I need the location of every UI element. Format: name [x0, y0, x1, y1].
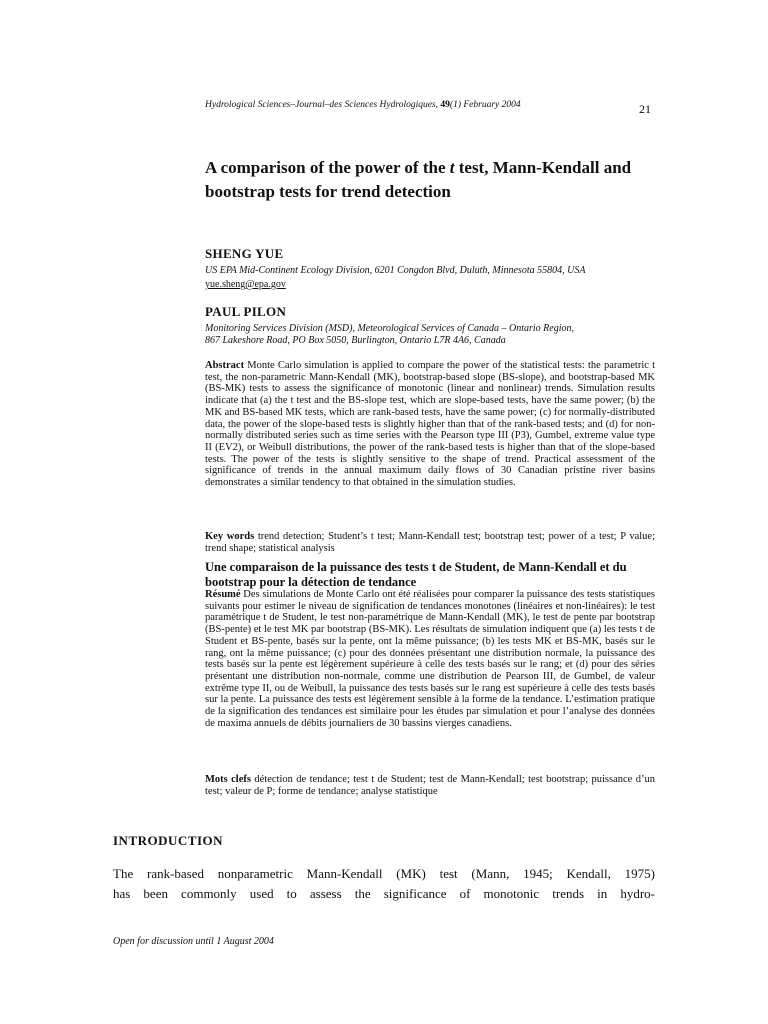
- author-email[interactable]: yue.sheng@epa.gov: [205, 279, 286, 290]
- resume-label: Résumé: [205, 589, 241, 600]
- abstract-text: Monte Carlo simulation is applied to compare the power of the statistical tests: the parametric t test, the non-parametric Mann-Kendall (MK), bootstrap-based slope (BS-slope), and bootstrap-based MK (BS-MK) tests to assess the significance of monotonic (linear and nonlinear) trends. Simulation results indicate that (a) the t test and the BS-slope test, which are slope-based tests, have the same power; (b) the MK and BS-based MK tests, which are rank-based tests, have the same power; (c) for normally-distributed data, the power of the slope-based tests is slightly higher than that of the rank-based tests; and (d) for non-normally distributed series such as time series with the Pearson type III (P3), Gumbel, extreme value type II (EV2), or Weibull distributions, the power of the rank-based tests is higher than that of the slope-based tests. The power of the tests is slightly sensitive to the shape of trend. Practical assessment of the significance of trends in the annual maximum daily flows of 30 Canadian pristine river basins demonstrates a similar tendency to that obtained in the simulation studies.: [205, 360, 656, 489]
- keywords-label: Key words: [205, 531, 255, 542]
- resume: [205, 589, 655, 729]
- introduction-text: [113, 864, 655, 904]
- author-block-1: [205, 246, 585, 291]
- paper-title: A comparison of the power of the t test, Mann-Kendall and bootstrap tests for trend detection: [205, 158, 632, 201]
- footer-note: Open for discussion until 1 August 2004: [113, 936, 274, 947]
- author-affiliation: US EPA Mid-Continent Ecology Division, 6201 Congdon Blvd, Duluth, Minnesota 55804, USA: [205, 265, 586, 276]
- author-affiliation-line1: Monitoring Services Division (MSD), Meteorological Services of Canada – Ontario Region,: [205, 323, 575, 334]
- abstract: [205, 360, 655, 489]
- mots-clefs-label: Mots clefs: [205, 774, 251, 785]
- mots-clefs-text: détection de tendance; test t de Student; test de Mann-Kendall; test bootstrap; puissance d’un test; valeur de P; forme de tendance; analyse statistique: [205, 774, 655, 797]
- page-number: 21: [639, 102, 651, 116]
- volume-number: 49: [440, 100, 450, 110]
- author-affiliation-line2: 867 Lakeshore Road, PO Box 5050, Burlington, Ontario L7R 4A6, Canada: [205, 335, 506, 346]
- introduction-line: The rank-based nonparametric Mann-Kendall (MK) test (Mann, 1945; Kendall, 1975): [113, 866, 655, 881]
- running-head: Hydrological Sciences–Journal–des Sciences Hydrologiques, 49(1) February 2004: [205, 100, 521, 110]
- french-title: Une comparaison de la puissance des tests t de Student, de Mann-Kendall et du bootstrap pour la détection de tendance: [205, 560, 627, 589]
- author-name: SHENG YUE: [205, 246, 284, 261]
- author-name: PAUL PILON: [205, 304, 287, 319]
- section-heading-introduction: INTRODUCTION: [113, 833, 224, 848]
- abstract-label: Abstract: [205, 360, 245, 371]
- resume-text: Des simulations de Monte Carlo ont été réalisées pour comparer la puissance des tests statistiques suivants pour estimer le niveau de signification de tendances monotones (linéaires et non-linéaires): le test paramétrique t de Student, le test non-paramétrique de Mann-Kendall (MK), le test de pente par bootstrap (BS-pente) et le test MK par bootstrap (BS-MK). Les résultats de simulation indiquent que (a) les tests t de Student et BS-pente, basés sur la pente, ont la même puissance; (b) les tests MK et BS-MK, basés sur le rang, ont la même puissance; (c) pour des données présentant une distribution normale, la puissance des tests basés sur la pente est légèrement supérieure à celle des tests basés sur le rang; et (d) pour des séries présentant une distribution non-normale, comme une distribution de Pearson III, de Gumbel, de valeur extrême type II, ou de Weibull, la puissance des tests basés sur le rang est supérieure à celle des tests basés sur la pente. La puissance des tests est légèrement sensible à la forme de la tendance. L’estimation pratique de la signification des tendances est similaire pour les études par simulation et pour l’analyse des données de maxima annuels de débits journaliers de 30 bassins vierges canadiens.: [205, 589, 656, 729]
- mots-clefs: [205, 774, 655, 797]
- introduction-line: has been commonly used to assess the significance of monotonic trends in hydro-: [113, 886, 655, 901]
- keywords-text: trend detection; Student’s t test; Mann-Kendall test; bootstrap test; power of a test; P value; trend shape; statistical analysis: [205, 531, 655, 554]
- keywords: [205, 531, 655, 554]
- author-block-2: [205, 304, 574, 347]
